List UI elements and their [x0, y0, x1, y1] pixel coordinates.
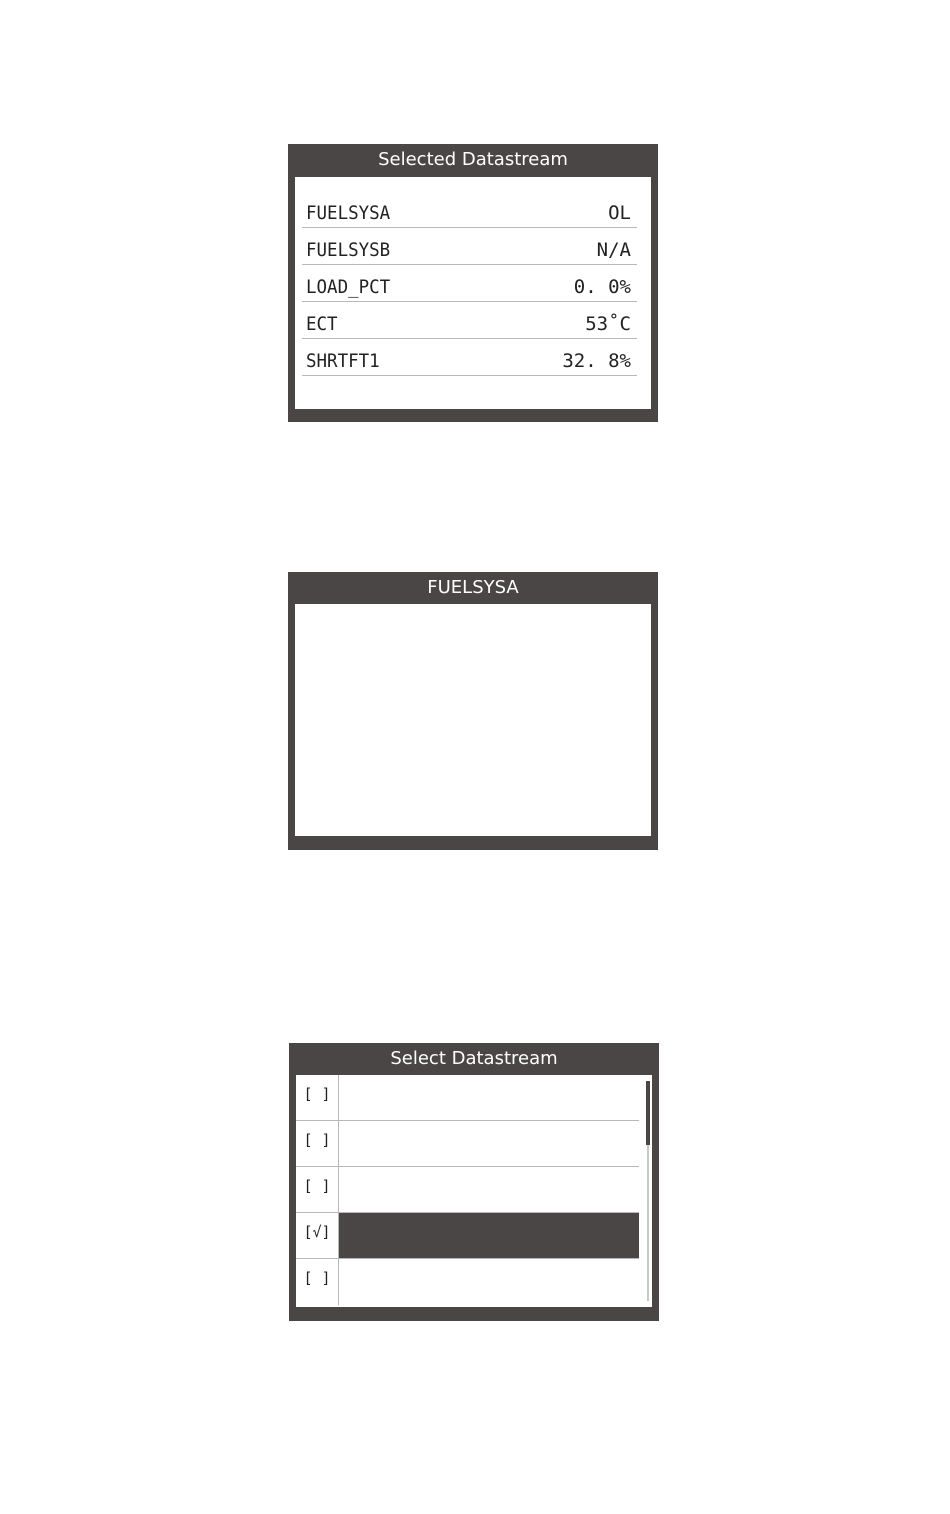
list-item[interactable] — [296, 1075, 639, 1121]
list-item-selected[interactable] — [296, 1213, 639, 1259]
datastream-name: ECT — [306, 313, 338, 335]
select-datastream-screen — [289, 1043, 659, 1321]
scrollbar-thumb[interactable] — [646, 1081, 650, 1145]
datastream-row[interactable] — [302, 302, 637, 339]
checkbox-checked[interactable]: [√] — [296, 1213, 339, 1258]
datastream-row[interactable] — [302, 339, 637, 376]
datastream-value: N/A — [596, 239, 631, 261]
detail-content-area — [295, 604, 651, 836]
datastream-value: 32. 8% — [562, 350, 631, 372]
datastream-list — [295, 177, 651, 409]
checkbox[interactable]: [ ] — [296, 1075, 339, 1120]
datastream-name: FUELSYSA — [306, 202, 391, 224]
datastream-row[interactable] — [302, 191, 637, 228]
list-item-label — [339, 1213, 639, 1258]
datastream-row[interactable] — [302, 228, 637, 265]
datastream-select-list — [296, 1075, 652, 1307]
datastream-name: FUELSYSB — [306, 239, 391, 261]
datastream-name: LOAD_PCT — [306, 276, 391, 298]
list-item-label — [339, 1075, 639, 1120]
datastream-value: 0. 0% — [573, 276, 631, 298]
datastream-value: OL — [608, 202, 631, 224]
screen-title: FUELSYSA — [427, 577, 519, 598]
fuelsysa-detail-screen — [288, 572, 658, 850]
datastream-row[interactable] — [302, 265, 637, 302]
scrollbar[interactable] — [647, 1081, 649, 1301]
checkbox[interactable]: [ ] — [296, 1259, 339, 1305]
screen-title: Select Datastream — [390, 1048, 558, 1069]
datastream-name: SHRTFT1 — [306, 350, 380, 372]
list-item[interactable] — [296, 1259, 639, 1305]
checkbox[interactable]: [ ] — [296, 1167, 339, 1212]
list-item[interactable] — [296, 1121, 639, 1167]
screen-title: Selected Datastream — [378, 149, 568, 170]
selected-datastream-screen — [288, 144, 658, 422]
list-item-label — [339, 1167, 639, 1212]
datastream-value: 53˚C — [585, 313, 631, 335]
list-item[interactable] — [296, 1167, 639, 1213]
checkbox[interactable]: [ ] — [296, 1121, 339, 1166]
list-item-label — [339, 1121, 639, 1166]
list-item-label — [339, 1259, 639, 1305]
